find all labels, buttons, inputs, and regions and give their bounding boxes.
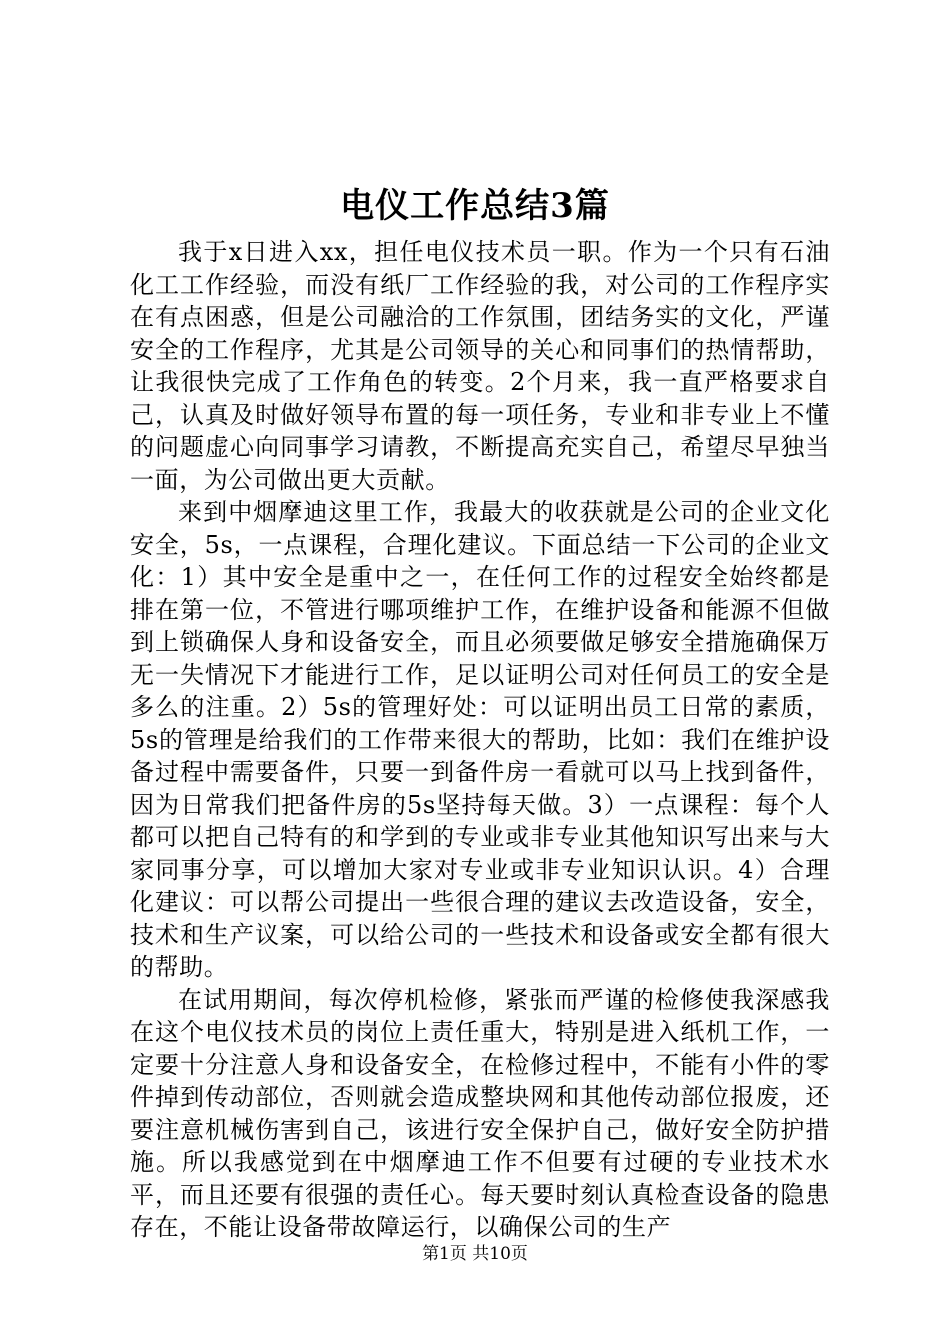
paragraph-1: 我于x日进入xx，担任电仪技术员一职。作为一个只有石油化工工作经验，而没有纸厂工作经验的我，对公司的工作程序实在有点困惑，但是公司融洽的工作氛围，团结务实的文化，严谨安全的工作程序，尤其是公司领导的关心和同事们的热情帮助，让我很快完成了工作角色的转变。2个月来，我一直严格要求自己，认真及时做好领导布置的每一项任务，专业和非专业上不懂的问题虚心向同事学习请教，不断提高充实自己，希望尽早独当一面，为公司做出更大贡献。	[130, 238, 830, 494]
paragraph-2: 来到中烟摩迪这里工作，我最大的收获就是公司的企业文化安全，5s，一点课程，合理化建议。下面总结一下公司的企业文化：1）其中安全是重中之一，在任何工作的过程安全始终都是排在第一位，不管进行哪项维护工作，在维护设备和能源不但做到上锁确保人身和设备安全，而且必须要做足够安全措施确保万无一失情况下才能进行工作，足以证明公司对任何员工的安全是多么的注重。2）5s的管理好处：可以证明出员工日常的素质，5s的管理是给我们的工作带来很大的帮助，比如：我们在维护设备过程中需要备件，只要一到备件房一看就可以马上找到备件，因为日常我们把备件房的5s坚持每天做。3）一点课程：每个人都可以把自己特有的和学到的专业或非专业其他知识写出来与大家同事分享，可以增加大家对专业或非专业知识认识。4）合理化建议：可以帮公司提出一些很合理的建议去改造设备，安全，技术和生产议案，可以给公司的一些技术和设备或安全都有很大的帮助。	[130, 498, 830, 981]
paragraph-3: 在试用期间，每次停机检修，紧张而严谨的检修使我深感我在这个电仪技术员的岗位上责任重大，特别是进入纸机工作，一定要十分注意人身和设备安全，在检修过程中，不能有小件的零件掉到传动部位，否则就会造成整块网和其他传动部位报废，还要注意机械伤害到自己，该进行安全保护自己，做好安全防护措施。所以我感觉到在中烟摩迪工作不但要有过硬的专业技术水平，而且还要有很强的责任心。每天要时刻认真检查设备的隐患存在，不能让设备带故障运行，以确保公司的生产	[130, 985, 830, 1241]
page-footer: 第1页 共10页	[422, 1244, 528, 1264]
document-body	[130, 236, 830, 1244]
document-title: 电仪工作总结3篇	[340, 186, 610, 226]
